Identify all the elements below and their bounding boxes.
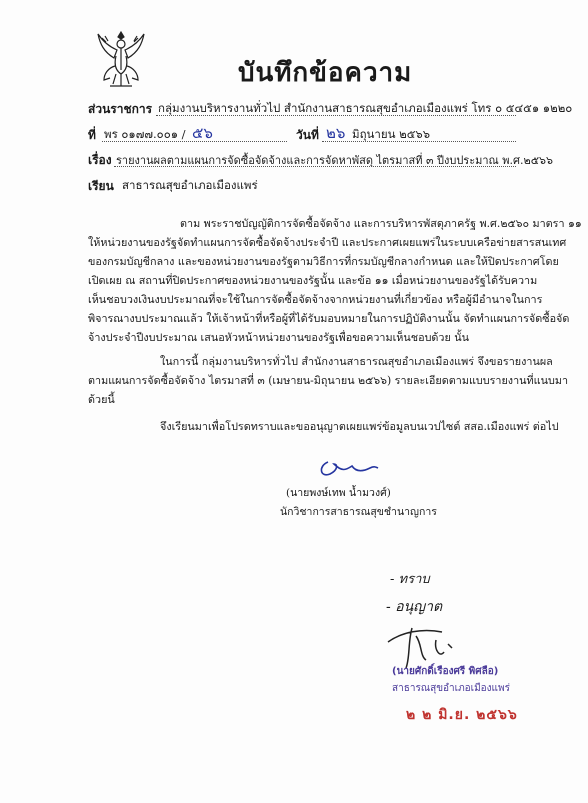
date-value: มิถุนายน ๒๕๖๖ (352, 127, 431, 141)
department-value: กลุ่มงานบริหารงานทั่วไป สำนักงานสาธารณสุขอำเภอเมืองแพร่ โทร ๐ ๕๔๕๑ ๑๒๒๐ (158, 101, 573, 115)
approver-position: สาธารณสุขอำเภอเมืองแพร่ (392, 683, 510, 694)
approval-date-stamp: ๒ ๒ มิ.ย. ๒๕๖๖ (406, 707, 518, 723)
signer-signature (316, 452, 380, 482)
to-value: สาธารณสุขอำเภอเมืองแพร่ (122, 178, 258, 192)
approver-signature (382, 622, 482, 670)
subject-label: เรื่อง (88, 153, 112, 167)
para1-line-7: จ้างประจำปีงบประมาณ เสนอหัวหน้าหน่วยงานของรัฐเพื่อขอความเห็นชอบด้วย นั้น (88, 331, 470, 344)
garuda-emblem-icon (96, 30, 146, 88)
para1-line-6: พิจารณางบประมาณแล้ว ให้เจ้าหน้าที่หรือผู้ที่ได้รับมอบหมายในการปฏิบัติงานนั้น จัดทำแผนการจัดซื้อจัด (88, 312, 570, 325)
para1-line-2: ให้หน่วยงานของรัฐจัดทำแผนการจัดซื้อจัดจ้างประจำปี และประกาศเผยแพร่ในระบบเครือข่ายสารสนเทศ (88, 236, 567, 249)
para1-line-4: เปิดเผย ณ สถานที่ปิดประกาศของหน่วยงานของรัฐนั้น และข้อ ๑๑ เมื่อหน่วยงานของรัฐได้รับความ (88, 274, 538, 287)
signer-position: นักวิชาการสาธารณสุขชำนาญการ (280, 506, 437, 518)
subject-dotline (114, 166, 516, 167)
closing-line: จึงเรียนมาเพื่อโปรดทราบและขออนุญาตเผยแพร่ข้อมูลบนเวปไซต์ สสอ.เมืองแพร่ ต่อไป (160, 420, 559, 433)
to-label: เรียน (88, 179, 114, 193)
department-dotline (156, 115, 516, 116)
note-acknowledged: - ทราบ (390, 572, 430, 587)
para2-line-3: ด้วยนี้ (88, 393, 115, 406)
subject-value: รายงานผลตามแผนการจัดซื้อจัดจ้างและการจัดหาพัสดุ ไตรมาสที่ ๓ ปีงบประมาณ พ.ศ.๒๕๖๖ (116, 154, 554, 167)
approver-name: (นายศักดิ์เรืองศรี พิศลือ) (392, 666, 499, 677)
ref-label: ที่ (88, 128, 96, 142)
ref-number-handwritten: ๕๖ (192, 124, 213, 142)
ref-value: พร ๐๑๗๗.๐๐๑ / (104, 127, 186, 141)
signer-name: (นายพงษ์เทพ น้ำมวงศ์) (286, 487, 391, 499)
date-dotline (322, 141, 516, 142)
para2-line-1: ในการนี้ กลุ่มงานบริหารทั่วไป สำนักงานสาธารณสุขอำเภอเมืองแพร่ จึงขอรายงานผล (160, 355, 553, 368)
date-day-handwritten: ๒๖ (326, 124, 346, 142)
date-label: วันที่ (296, 128, 319, 142)
para1-line-1: ตาม พระราชบัญญัติการจัดซื้อจัดจ้าง และการบริหารพัสดุภาครัฐ พ.ศ.๒๕๖๐ มาตรา ๑๑ (180, 217, 582, 230)
para2-line-2: ตามแผนการจัดซื้อจัดจ้าง ไตรมาสที่ ๓ (เมษายน-มิถุนายน ๒๕๖๖) รายละเอียดตามแบบรายงานที่แนบมา (88, 374, 569, 387)
para1-line-3: ของกรมบัญชีกลาง และของหน่วยงานของรัฐตามวิธีการที่กรมบัญชีกลางกำหนด และให้ปิดประกาศโดย (88, 255, 559, 268)
ref-dotline (102, 141, 287, 142)
para1-line-5: เห็นชอบวงเงินงบประมาณที่จะใช้ในการจัดซื้อจัดจ้างจากหน่วยงานที่เกี่ยวข้อง หรือผู้มีอำนาจในการ (88, 293, 543, 306)
document-title: บันทึกข้อความ (238, 58, 413, 88)
department-label: ส่วนราชการ (88, 102, 153, 116)
note-permitted: - อนุญาต (386, 599, 443, 615)
